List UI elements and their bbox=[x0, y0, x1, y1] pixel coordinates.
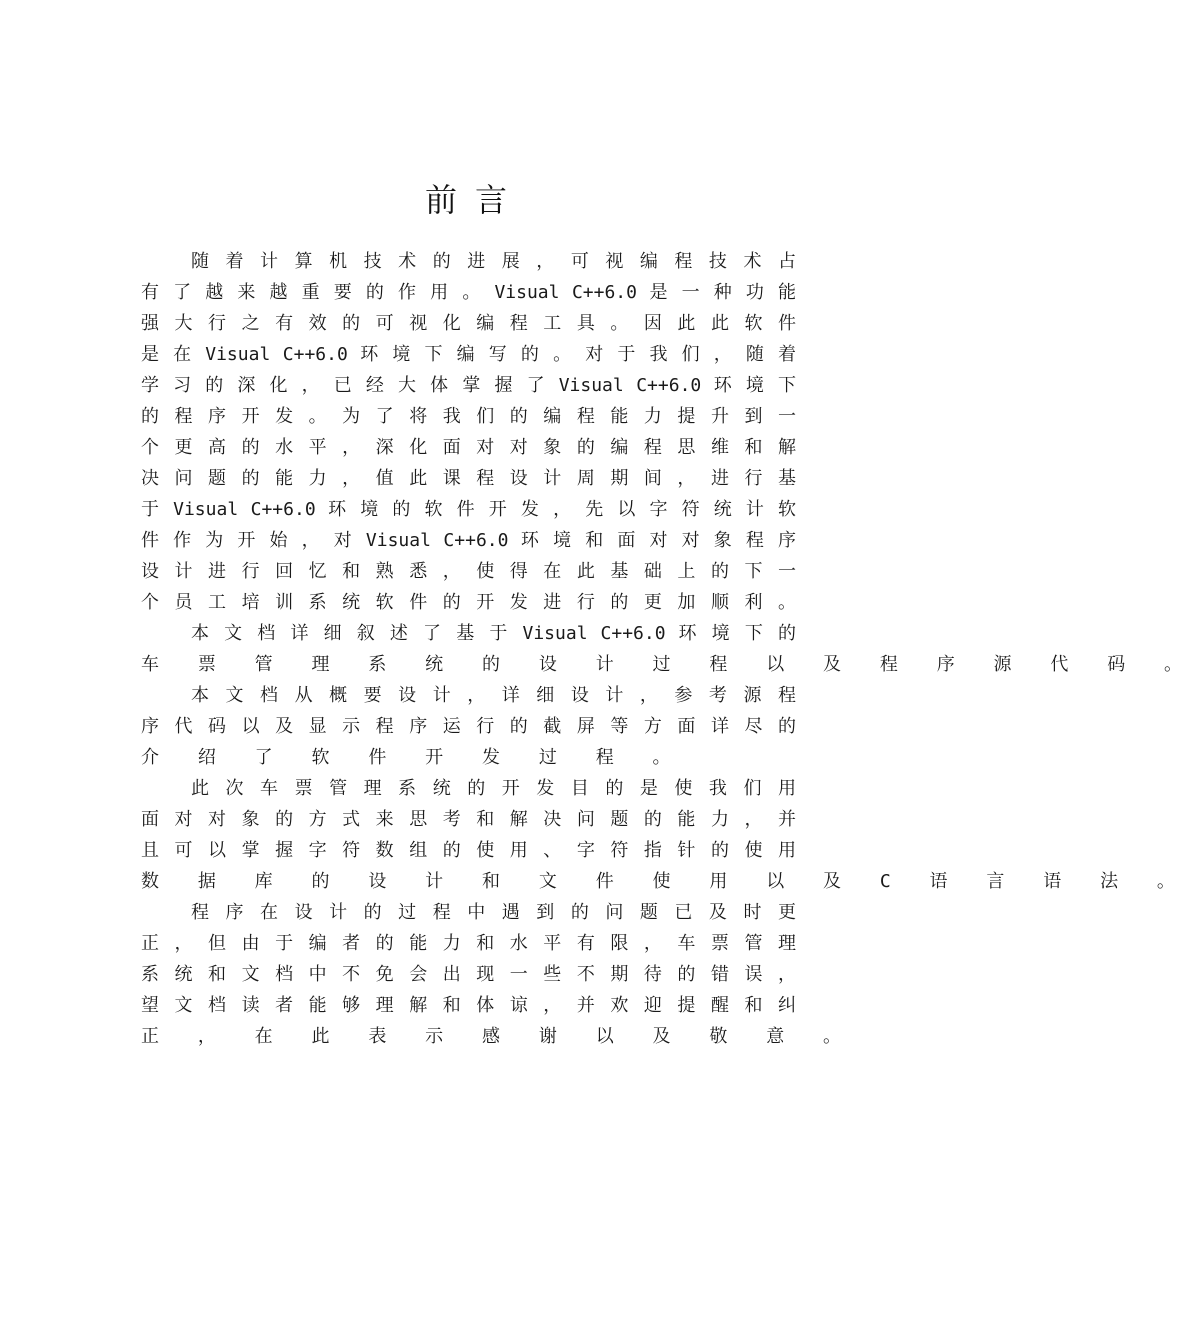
text-line: 强 大 行 之 有 效 的 可 视 化 编 程 工 具 。 因 此 此 软 件 bbox=[141, 313, 796, 334]
text-line: 数 据 库 的 设 计 和 文 件 使 用 以 及 C 语 言 语 法 。 bbox=[141, 871, 1189, 892]
preface-body bbox=[141, 246, 1196, 1052]
text-line: 程 序 在 设 计 的 过 程 中 遇 到 的 问 题 已 及 时 更 bbox=[191, 902, 796, 923]
text-line: 且 可 以 掌 握 字 符 数 组 的 使 用 、 字 符 指 针 的 使 用 bbox=[141, 840, 796, 861]
text-line: 决 问 题 的 能 力 ， 值 此 课 程 设 计 周 期 间 ， 进 行 基 bbox=[141, 468, 796, 489]
text-line: 车 票 管 理 系 统 的 设 计 过 程 以 及 程 序 源 代 码 。 bbox=[141, 654, 1196, 675]
text-line: 介 绍 了 软 件 开 发 过 程 。 bbox=[141, 747, 685, 768]
text-line: 序 代 码 以 及 显 示 程 序 运 行 的 截 屏 等 方 面 详 尽 的 bbox=[141, 716, 796, 737]
text-line: 学 习 的 深 化 ， 已 经 大 体 掌 握 了 Visual C++6.0 环 境 下 bbox=[141, 375, 796, 396]
text-line: 有 了 越 来 越 重 要 的 作 用 。 Visual C++6.0 是 一 种 功 能 bbox=[141, 282, 796, 303]
text-line: 的 程 序 开 发 。 为 了 将 我 们 的 编 程 能 力 提 升 到 一 bbox=[141, 406, 796, 427]
text-line: 个 员 工 培 训 系 统 软 件 的 开 发 进 行 的 更 加 顺 利 。 bbox=[141, 592, 796, 613]
text-line: 于 Visual C++6.0 环 境 的 软 件 开 发 ， 先 以 字 符 统 计 软 bbox=[141, 499, 796, 520]
text-line: 随 着 计 算 机 技 术 的 进 展 ， 可 视 编 程 技 术 占 bbox=[191, 251, 796, 272]
text-line: 设 计 进 行 回 忆 和 熟 悉 ， 使 得 在 此 基 础 上 的 下 一 bbox=[141, 561, 796, 582]
text-line: 此 次 车 票 管 理 系 统 的 开 发 目 的 是 使 我 们 用 bbox=[191, 778, 796, 799]
text-line: 正 ， 但 由 于 编 者 的 能 力 和 水 平 有 限 ， 车 票 管 理 bbox=[141, 933, 796, 954]
text-line: 本 文 档 详 细 叙 述 了 基 于 Visual C++6.0 环 境 下 的 bbox=[191, 623, 796, 644]
text-line: 正 ， 在 此 表 示 感 谢 以 及 敬 意 。 bbox=[141, 1026, 856, 1047]
page-title: 前言 bbox=[424, 181, 525, 219]
text-line: 面 对 对 象 的 方 式 来 思 考 和 解 决 问 题 的 能 力 ， 并 bbox=[141, 809, 796, 830]
text-line: 是 在 Visual C++6.0 环 境 下 编 写 的 。 对 于 我 们 ， 随 着 bbox=[141, 344, 796, 365]
text-line: 件 作 为 开 始 ， 对 Visual C++6.0 环 境 和 面 对 对 象 程 序 bbox=[141, 530, 796, 551]
text-line: 个 更 高 的 水 平 ， 深 化 面 对 对 象 的 编 程 思 维 和 解 bbox=[141, 437, 796, 458]
text-line: 望 文 档 读 者 能 够 理 解 和 体 谅 ， 并 欢 迎 提 醒 和 纠 bbox=[141, 995, 796, 1016]
text-line: 本 文 档 从 概 要 设 计 ， 详 细 设 计 ， 参 考 源 程 bbox=[191, 685, 796, 706]
text-line: 系 统 和 文 档 中 不 免 会 出 现 一 些 不 期 待 的 错 误 ， bbox=[141, 964, 796, 985]
